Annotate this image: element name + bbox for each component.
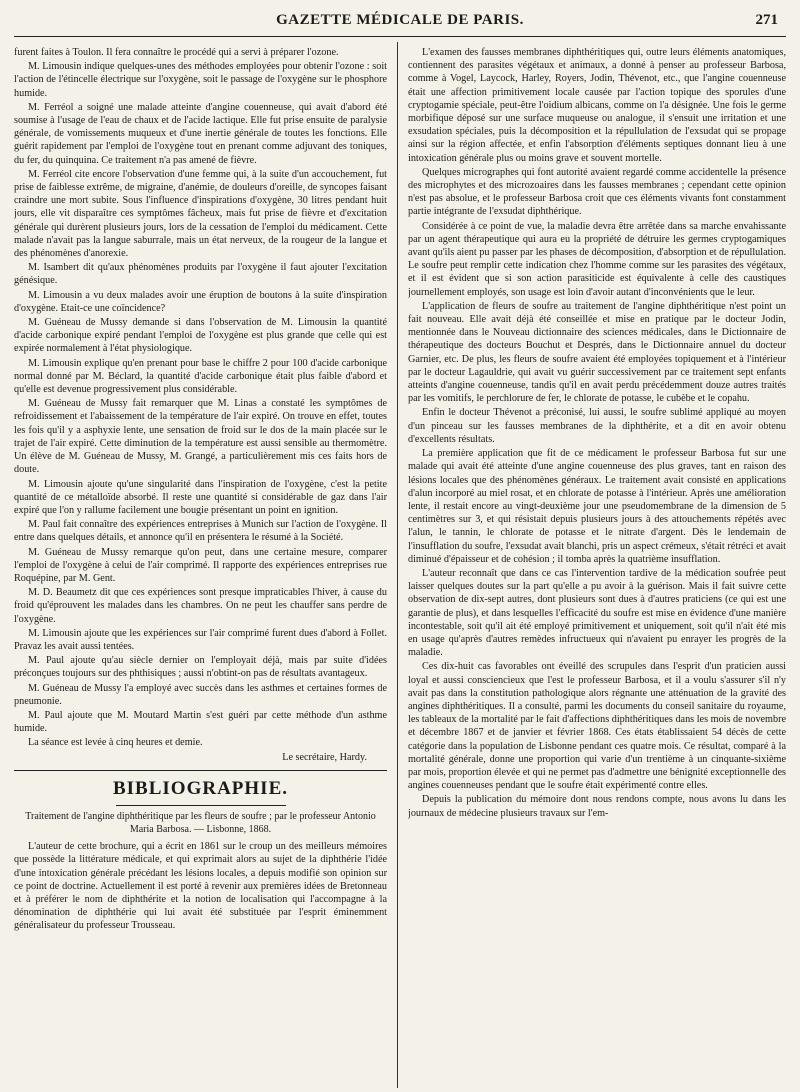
paragraph: M. Guéneau de Mussy l'a employé avec succès dans les asthmes et certaines formes de pneumonie.	[14, 682, 387, 707]
paragraph: M. Paul ajoute que M. Moutard Martin s'est guéri par cette méthode d'un asthme humide.	[14, 709, 387, 735]
paragraph: M. Guéneau de Mussy fait remarquer que M. Linas a constaté les symptômes de refroidissement et l'abaissement de la température de l'air expiré. On trouve en effet, toutes les fois qu'il y a asphyxie lente, une sensation de froid sur le dos de la main placée sur le trajet de l'air expiré. Cette diminution de la température est aussi sensible au thermomètre. Un élève de M. Guéneau de Mussy, M. Grangé, a particulièrement mis ces faits hors de doute.	[14, 398, 387, 476]
right-column	[408, 46, 786, 1086]
left-column	[14, 46, 387, 1086]
book-title: Traitement de l'angine diphthéritique par les fleurs de soufre ; par le professeur Antonio Maria Barbosa. — Lisbonne, 1868.	[25, 810, 376, 835]
paragraph: M. Ferréol a soigné une malade atteinte d'angine couenneuse, qui avait d'abord été soumise à l'usage de l'eau de chaux et de l'acide lactique. Elle fut prise ensuite de paralysie générale, de vomissements muqueux et d'une inertie générale de toutes les fonctions. Elle guérit rapidement par l'emploi de l'oxygène tout en prenant comme adjuvant des toniques, du fer, du quinquina. Ce traitement n'a pas amené de fièvre.	[14, 101, 387, 166]
running-title: GAZETTE MÉDICALE DE PARIS.	[276, 12, 524, 28]
paragraph: L'auteur reconnaît que dans ce cas l'intervention tardive de la médication soufrée peut laisser quelques doutes sur la part qu'elle a pu avoir à la guérison. Mais il fait suivre cette observation de dix-sept autres, dont plusieurs sont dues à d'autres praticiens (ce qui est une garantie de plus), et dans lesquelles l'efficacité du soufre est mise en évidence d'une manière incontestable, soit qu'il ait été employé primitivement et uniquement, soit qu'il n'ait été mis en usage qu'après d'autres remèdes infructueux qui n'avaient pu enrayer les progrès de la maladie.	[408, 567, 786, 659]
paragraph: M. Isambert dit qu'aux phénomènes produits par l'oxygène il faut ajouter l'excitation génésique.	[14, 262, 387, 287]
paragraph: Depuis la publication du mémoire dont nous rendons compte, nous avons lu dans les journaux de médecine plusieurs travaux sur l'em-	[408, 794, 786, 819]
paragraph: L'auteur de cette brochure, qui a écrit en 1861 sur le croup un des meilleurs mémoires que possède la littérature médicale, et qui exprimait alors au sujet de la diphthérie l'idée d'une intoxication générale précédant les lésions locales, a depuis modifié son opinion sur ce point de doctrine. Actuellement il est porté à revenir aux premières idées de Bretonneau et à préférer le nom de diphthérite et la notion de localisation qui l'accompagne à la dénomination de diphthérie qui lui avait été substituée par l'esprit éminemment généralisateur du professeur Trousseau.	[14, 841, 387, 932]
paragraph: La séance est levée à cinq heures et demie.	[28, 737, 203, 749]
paragraph: M. Limousin a vu deux malades avoir une éruption de boutons à la suite d'inspiration d'oxygène. Etait-ce une coïncidence?	[14, 289, 387, 314]
page-number: 271	[755, 12, 778, 28]
paragraph: M. D. Beaumetz dit que ces expériences sont presque impraticables l'hiver, à cause du froid qu'éprouvent les malades dans les chambres. On ne peut les chauffer sans perdre de l'oxygène.	[14, 587, 387, 625]
paragraph: La première application que fit de ce médicament le professeur Barbosa fut sur une malade qui avait été atteinte d'une angine couenneuse des plus graves, tant en raison des lésions locales que des phénomènes généraux. Le traitement avait consisté en applications d'alun incorporé au miel rosat, et en chlorate de potasse à l'intérieur. Après une amélioration lente, il restait encore au vingt-deuxième jour une pseudomembrane de la dimension de 5 centimètres sur 3, et qui résistait depuis plusieurs jours à des attouchements répétés avec l'alun, le tannin, le chlorate de potasse et le nitrate d'argent. Dès le lendemain de l'insufflation du soufre, l'exsudat avait blanchi, pris un aspect crémeux, s'était rétréci et avait diminué d'épaisseur et de cohésion ; il tomba après la quatrième insufflation.	[408, 448, 786, 565]
paragraph: Considérée à ce point de vue, la maladie devra être arrêtée dans sa marche envahissante par un agent thérapeutique qui aura eu la propriété de détruire les germes cryptogamiques avant qu'ils aient pu passer par les phases de décomposition, d'absorption et de répullulation. Le soufre peut remplir cette indication chez l'homme comme sur les parasites des végétaux, et il est évident que si son action parasiticide est équivalente à celle des caustiques journellement employés, son usage est loin d'avoir autant d'inconvénients que le leur.	[408, 220, 786, 298]
paragraph: M. Guéneau de Mussy demande si dans l'observation de M. Limousin la quantité d'acide carbonique expiré pendant l'emploi de l'oxygène est plus grande que celle qui est expirée normalement à l'état physiologique.	[14, 317, 387, 355]
paragraph: M. Paul ajoute qu'au siècle dernier on l'employait déjà, mais par suite d'idées préconçues toujours sur des phthisiques ; aussi n'obtint-on pas de résultats avantageux.	[14, 655, 387, 680]
paragraph: L'examen des fausses membranes diphthéritiques qui, outre leurs éléments anatomiques, contiennent des parasites végétaux et animaux, a donné à penser au professeur Barbosa, comme à Vogel, Laycock, Harley, Royers, Jodin, Thévenot, etc., que l'angine couenneuse était une affection primitivement locale causée par l'action topique des sporules d'une cryptogamie spéciale, peut-être l'oidium albicans, comme on l'a désignée. Une fois le germe morbifique déposé sur une surface muqueuse ou analogue, il s'ensuit une irritation et une exsudation spéciales, puis la décomposition et la répullulation de l'exsudat qui se propage ainsi sur la région affectée, et enfin l'absorption d'éléments septiques donnant lieu à une intoxication générale plus ou moins grave et souvent mortelle.	[408, 47, 786, 164]
paragraph: Ces dix-huit cas favorables ont éveillé des scrupules dans l'esprit d'un praticien aussi loyal et aussi consciencieux que l'est le professeur Barbosa, et il a voulu s'assurer s'il n'y avait pas dans la constitution pathologique alors régnante une atténuation de la gravité des angines diphthéritiques. Il a consulté, parmi les documents du conseil sanitaire du royaume, les tableaux de la mortalité par le fait d'affections diphthéritiques dans les mois de novembre et décembre 1867 et de janvier et février 1868. Ces états établissaient 54 décès de cette catégorie dans la population de Lisbonne pendant ces quatre mois. Ce résultat, comparé à la mortalité générale, donne une proportion qui varie d'un trentième à un cinquante-sixième par mois, proportion élevée et qui ne permet pas d'admettre une bénignité exceptionnelle des angines couenneuses pendant que le soufre était expérimenté contre elles.	[408, 661, 786, 792]
paragraph: M. Guéneau de Mussy remarque qu'on peut, dans une certaine mesure, comparer l'emploi de l'oxygène à celui de l'air comprimé. Il rapporte des expériences entreprises rue Roquépine, par M. Gent.	[14, 546, 387, 584]
paragraph: M. Limousin explique qu'en prenant pour base le chiffre 2 pour 100 d'acide carbonique normal donné par M. Béclard, la quantité d'acide carbonique était plus faible d'abord et qu'elle est devenue progressivement plus considérable.	[14, 357, 387, 396]
paragraph: Quelques micrographes qui font autorité avaient regardé comme accidentelle la présence des microphytes et des microzoaires dans les fausses membranes ; cependant cette opinion n'est pas absolue, et le professeur Barbosa croit que ces éléments vivants font constamment partie intégrante de l'exsudat diphthérique.	[408, 166, 786, 218]
column-divider	[397, 42, 398, 1088]
paragraph: M. Ferréol cite encore l'observation d'une femme qui, à la suite d'un accouchement, fut prise de faiblesse extrême, de migraine, d'anémie, de douleurs d'oreille, de syncopes faisant craindre une mort subite. Sous l'influence d'inspirations d'oxygène, 30 litres pendant huit jours, elle vit disparaître ces symptômes fâcheux, mais fut prise de fièvre et d'excitation générale qui durèrent plusieurs jours, lors de la cessation de l'emploi du médicament. Cette malade n'avait pas la langue saburrale, mais un état nerveux, de la rougeur de la langue et des phénomènes d'anorexie.	[14, 168, 387, 260]
signature: Le secrétaire, Hardy.	[282, 751, 367, 763]
section-rule	[14, 770, 387, 771]
paragraph: Enfin le docteur Thévenot a préconisé, lui aussi, le soufre sublimé appliqué au moyen d'un pinceau sur les fausses membranes de la diphthérite, et a dit en avoir obtenu d'excellents résultats.	[408, 407, 786, 445]
paragraph: M. Limousin indique quelques-unes des méthodes employées pour obtenir l'ozone : soit l'action de l'étincelle électrique sur l'oxygène, soit le passage de l'oxygène sur le phosphore humide.	[14, 61, 387, 99]
paragraph: L'application de fleurs de soufre au traitement de l'angine diphthéritique n'est point un fait nouveau. Elle avait déjà été conseillée et mise en pratique par le docteur Jodin, mentionnée dans le Nouveau dictionnaire des sciences médicales, dans le Dictionnaire de thérapeutique des docteurs Bouchut et Després, dans le Dictionnaire annuel du docteur Garnier, etc. De plus, les fleurs de soufre avaient été employées topiquement et à l'intérieur par le docteur Lagauldrie, qui avait vu guérir successivement par ce traitement sept enfants atteints d'angine couenneuse, tandis qu'il en avait perdu précédemment douze autres traités par les vomitifs, le perchlorure de fer, le chlorate de potasse, le cubèbe et le copahu.	[408, 300, 786, 405]
section-underline	[116, 805, 286, 806]
paragraph: M. Limousin ajoute que les expériences sur l'air comprimé furent dues d'abord à Follet. Pravaz les avait aussi tentées.	[14, 627, 387, 652]
page-header	[14, 6, 786, 37]
paragraph: M. Paul fait connaître des expériences entreprises à Munich sur l'action de l'oxygène. Il entre dans quelques détails, et annonce qu'il en présentera le résumé à la Société.	[14, 519, 387, 544]
section-title: BIBLIOGRAPHIE.	[112, 777, 288, 799]
paragraph: M. Limousin ajoute qu'une singularité dans l'inspiration de l'oxygène, c'est la petite quantité de ce métalloïde absorbé. Il reste une quantité si considérable de gaz dans l'air expiré que l'on y rallume facilement une bougie présentant un point en ignition.	[14, 478, 387, 516]
paragraph: furent faites à Toulon. Il fera connaître le procédé qui a servi à préparer l'ozone.	[14, 47, 339, 58]
